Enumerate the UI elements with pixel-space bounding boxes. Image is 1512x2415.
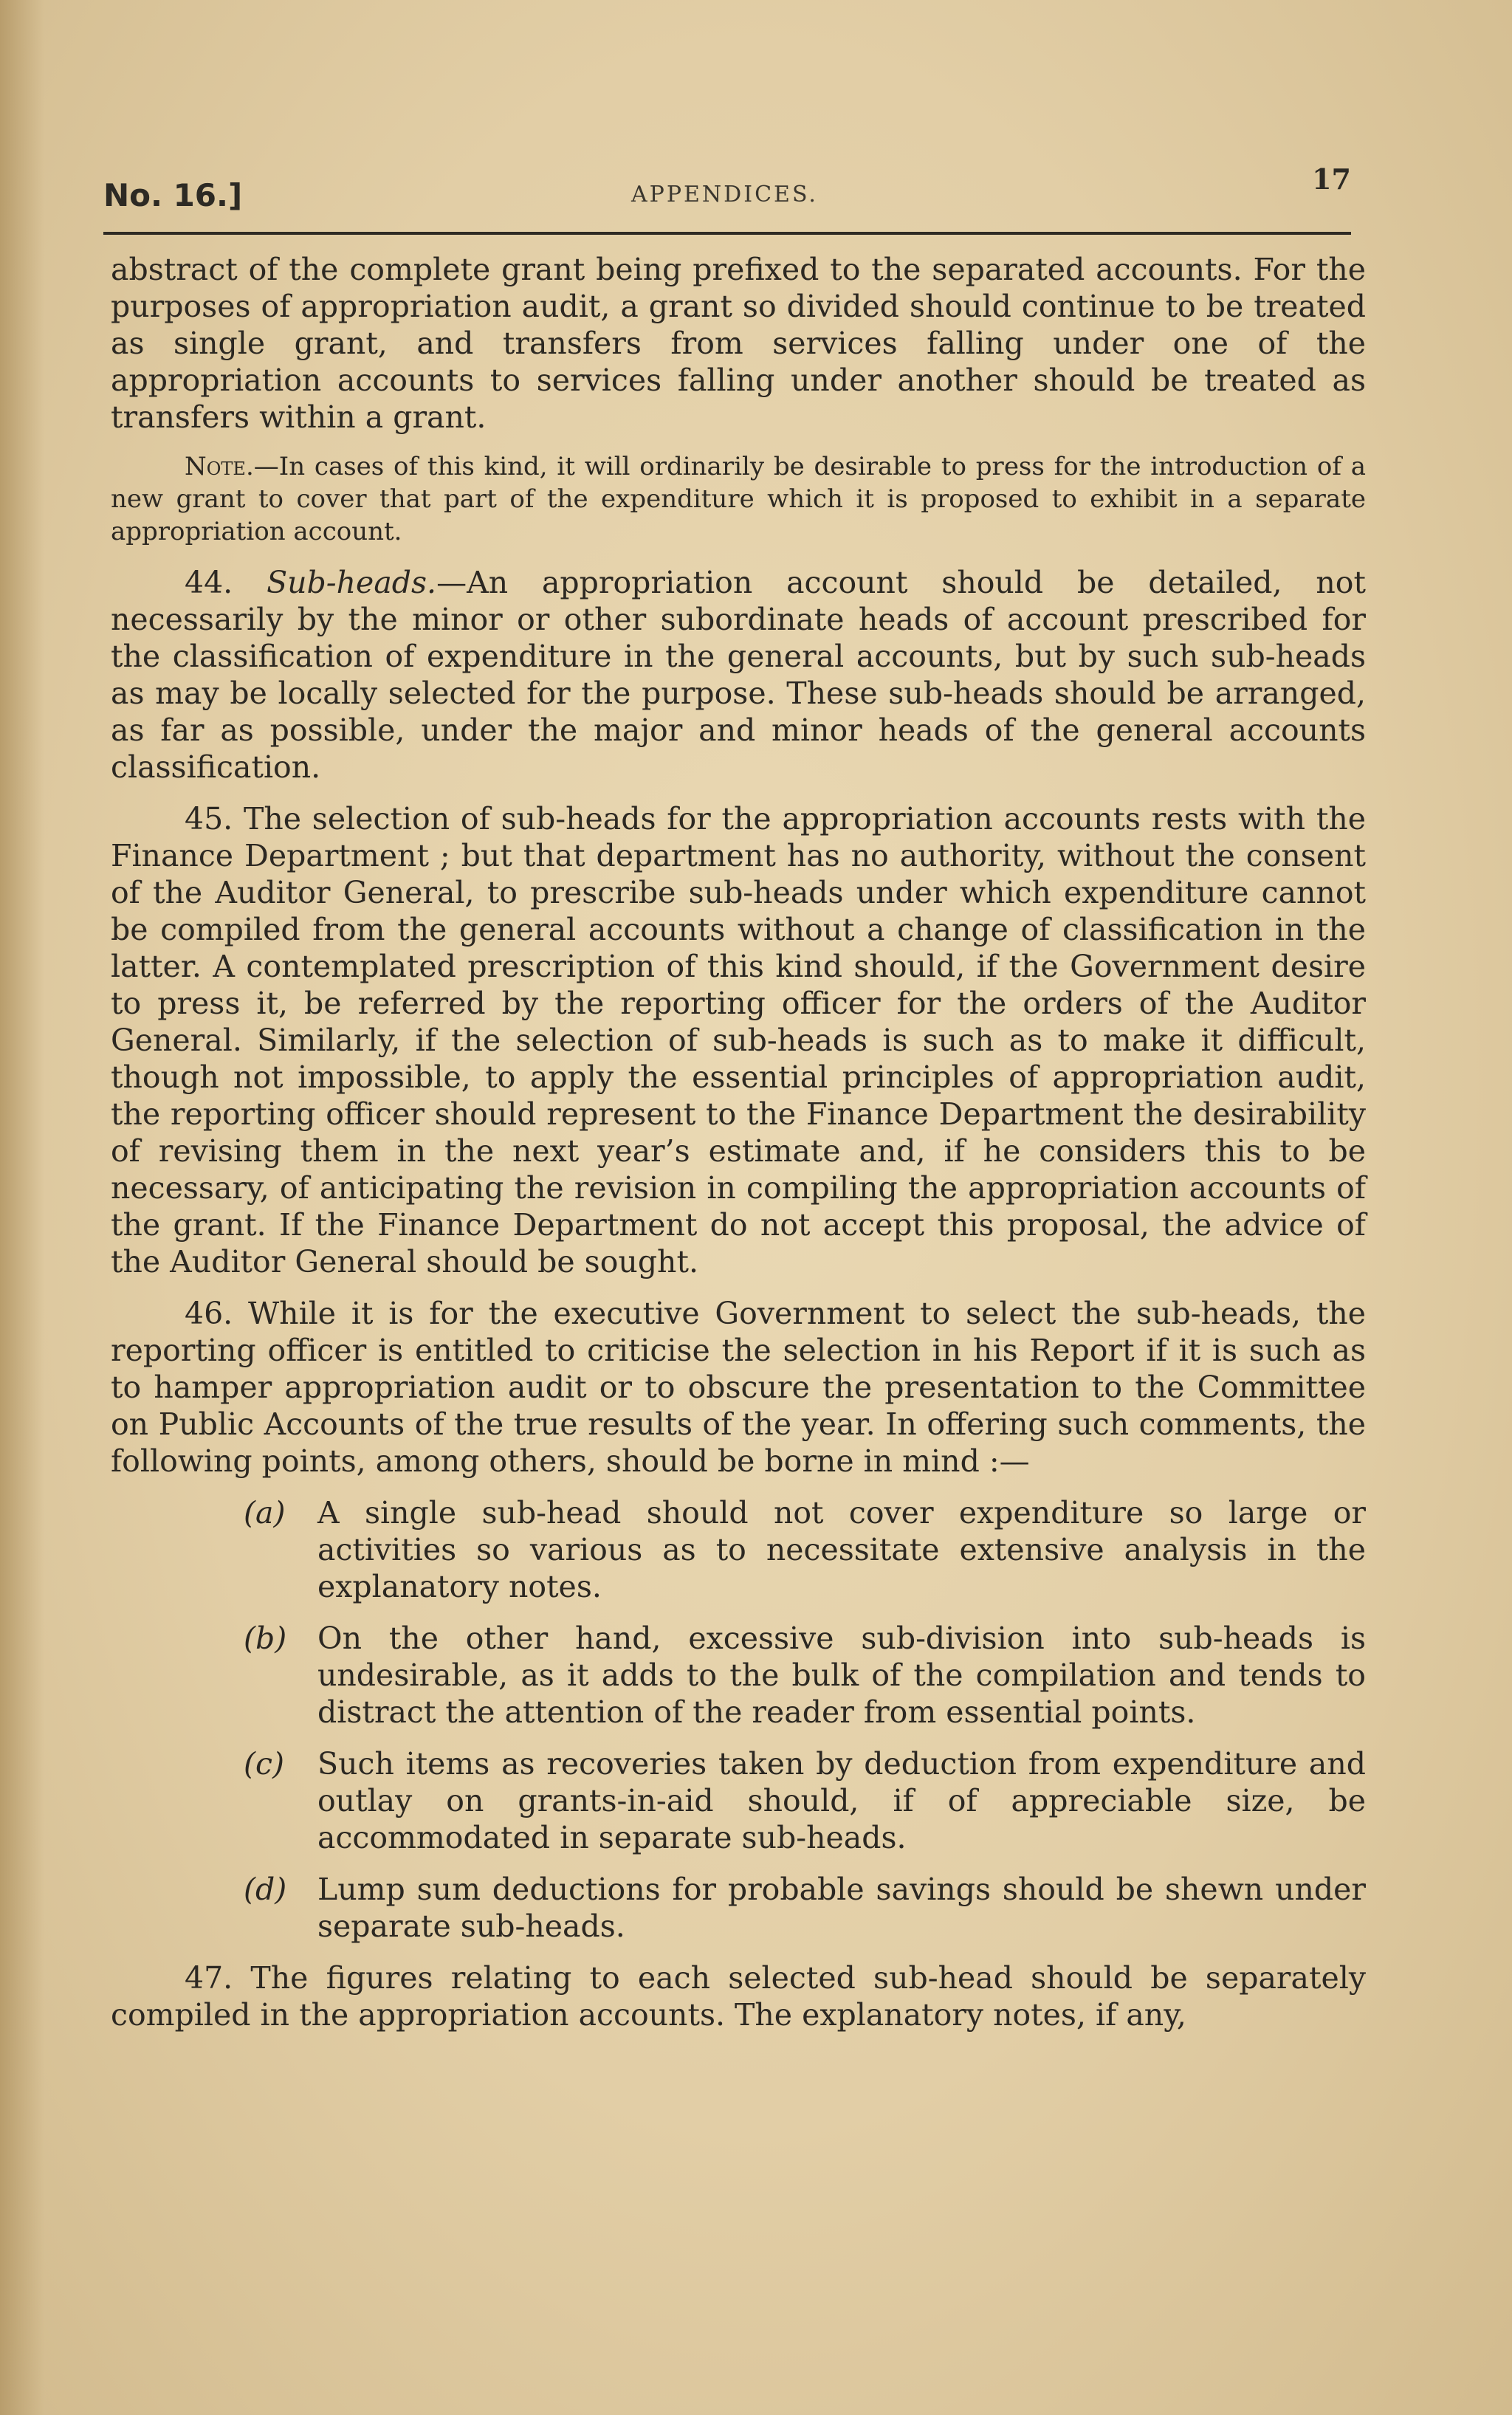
list-item-c-mark: (c) [244, 1746, 284, 1782]
paragraph-44-number: 44. [185, 565, 233, 600]
page-edge-shadow [0, 0, 44, 2415]
note-text: —In cases of this kind, it will ordinarily be desirable to press for the introduction of a new grant to cover that part of the expenditure which it is proposed to exhibit in a separate appropriation account. [111, 452, 1366, 546]
list-item-a-mark: (a) [244, 1495, 286, 1531]
sub-head-points-list [244, 1494, 1366, 1945]
document-number: No. 16.] [103, 177, 243, 213]
page-header [103, 155, 1351, 221]
running-title: APPENDICES. [631, 182, 818, 207]
note-paragraph [111, 450, 1366, 548]
paragraph-44 [111, 564, 1366, 786]
list-item-a-text: A single sub-head should not cover expenditure so large or activities so various as to necessitate extensive analysis in the explanatory notes. [317, 1495, 1366, 1604]
paragraph-45: 45. The selection of sub-heads for the appropriation accounts rests with the Finance Department ; but that department has no authority, without the consent of the Auditor General, to prescribe sub-heads under which expenditure cannot be compiled from the general accounts without a change of classification in the latter. A contemplated prescription of this kind should, if the Government desire to press it, be referred by the reporting officer for the orders of the Auditor General. Similarly, if the selection of sub-heads is such as to make it difficult, though not impossible, to apply the essential principles of appropriation audit, the reporting officer should represent to the Finance Department the desirability of revising them in the next year’s estimate and, if he considers this to be necessary, of anticipating the revision in compiling the appropriation accounts of the grant. If the Finance Department do not accept this proposal, the advice of the Auditor General should be sought. [111, 801, 1366, 1279]
list-item-b-text: On the other hand, excessive sub-division into sub-heads is undesirable, as it adds to the bulk of the compilation and tends to distract the attention of the reader from essential points. [317, 1621, 1366, 1730]
list-item-d-mark: (d) [244, 1872, 287, 1907]
paragraph-46: 46. While it is for the executive Government to select the sub-heads, the reporting officer is entitled to criticise the selection in his Report if it is such as to hamper appropriation audit or to obscure the presentation to the Committee on Public Accounts of the true results of the year. In offering such comments, the following points, among others, should be borne in mind :— [111, 1296, 1366, 1479]
body-text [111, 251, 1366, 2048]
note-label: Note. [185, 452, 254, 481]
paragraph-abstract: abstract of the complete grant being prefixed to the separated accounts. For the purposes of appropriation audit, a grant so divided should continue to be treated as single grant, and transfers from services falling under one of the appropriation accounts to services falling under another should be treated as transfers within a grant. [111, 252, 1366, 435]
list-item-d [244, 1871, 1366, 1945]
header-rule [103, 232, 1351, 235]
paragraph-47: 47. The figures relating to each selected sub-head should be separately compiled in the appropriation accounts. The explanatory notes, if any, [111, 1960, 1366, 2033]
page-number: 17 [1312, 162, 1351, 196]
list-item-b [244, 1620, 1366, 1731]
list-item-d-text: Lump sum deductions for probable savings should be shewn under separate sub-heads. [317, 1872, 1366, 1944]
paragraph-44-heading: Sub-heads. [267, 565, 437, 600]
list-item-c-text: Such items as recoveries taken by deduction from expenditure and outlay on grants-in-aid should, if of appreciable size, be accommodated in separate sub-heads. [317, 1746, 1366, 1855]
list-item-c [244, 1745, 1366, 1856]
list-item-b-mark: (b) [244, 1621, 287, 1656]
list-item-a [244, 1494, 1366, 1605]
paragraph-44-text: —An appropriation account should be detailed, not necessarily by the minor or other subordinate heads of account prescribed for the classification of expenditure in the general accounts, but by such sub-heads as may be locally selected for the purpose. These sub-heads should be arranged, as far as possible, under the major and minor heads of the general accounts classification. [111, 565, 1366, 785]
